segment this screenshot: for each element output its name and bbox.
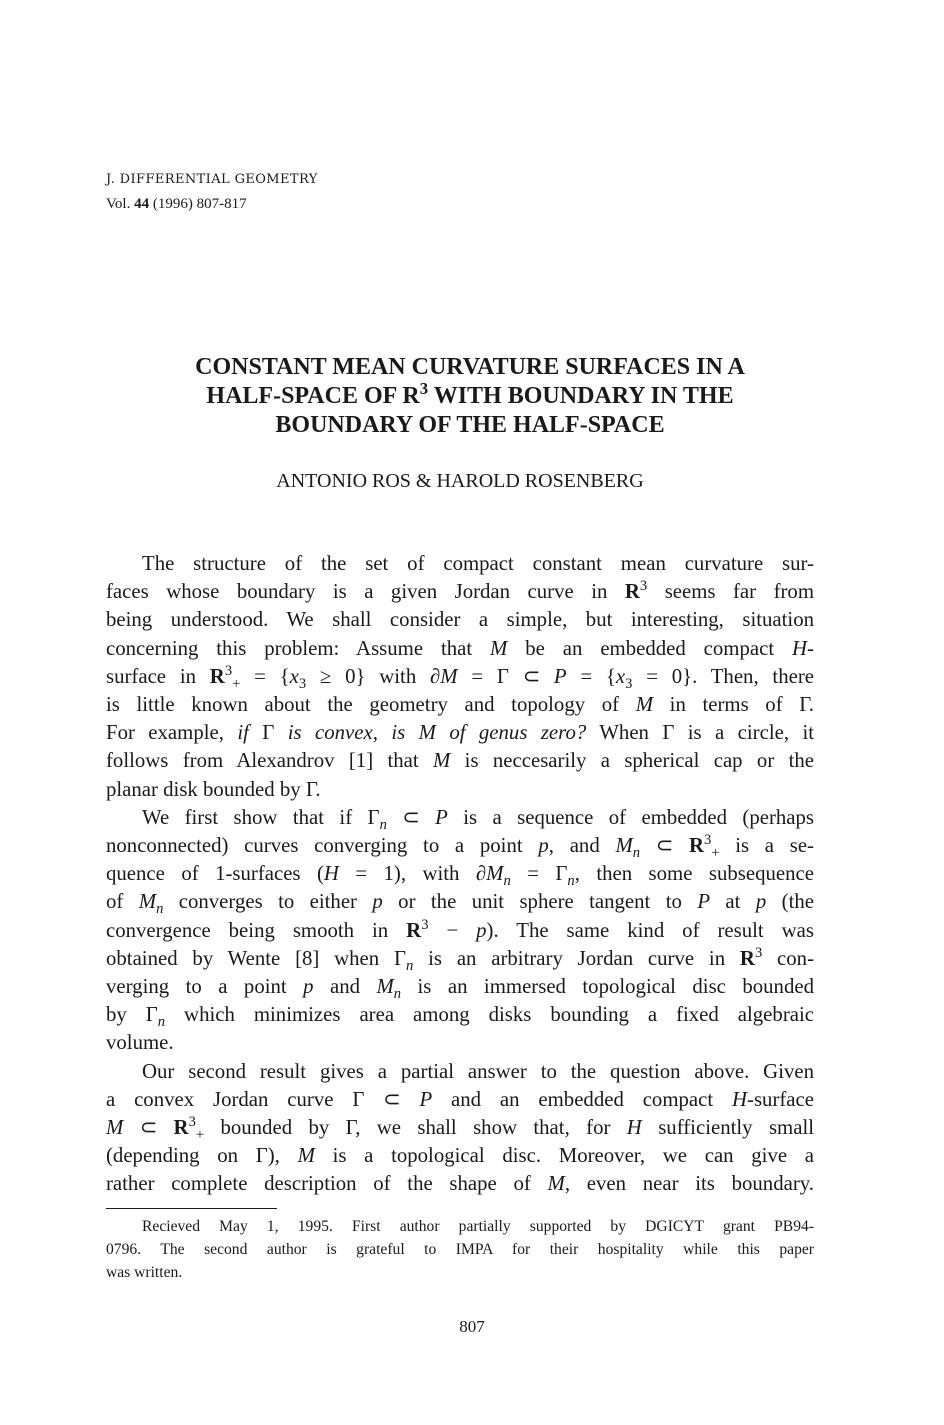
body-line: quence of 1-surfaces (H = 1), with $\partial M_n = \Gamma_n$, then some subsequence [106,862,814,890]
body-line: volume. [106,1031,174,1055]
body-line: convergence being smooth in $R^3 - p$). The same kind of result was [106,916,814,942]
footnote [106,1215,814,1284]
body-line: concerning this problem: Assume that M be an embedded compact H- [106,636,814,660]
body-line: surface in $R^3_+ = \{x_3 \ge 0\}$ with ∂M = Γ ⊂ $P = \{x_3 = 0\}$. Then, there [106,662,814,692]
body-line: For example, if Γ is convex, is M of genus zero? When Γ is a circle, it [106,721,815,745]
body-line: is little known about the geometry and topology of M in terms of Γ. [106,693,814,717]
body-line: faces whose boundary is a given Jordan curve in $R^3$ seems far from [106,578,814,604]
volume-years-pages: (1996) 807-817 [152,196,247,212]
page-number: 807 [459,1317,485,1336]
body-line: of $M_n$ converges to either p or the unit sphere tangent to P at p (the [106,890,814,918]
volume-info [106,196,247,213]
body-line: verging to a point p and $M_n$ is an immersed topological disc bounded [106,975,814,1003]
title-line-2: HALF-SPACE OF $R^3$ WITH BOUNDARY IN THE [206,379,734,409]
body-line: We first show that if $\Gamma_n$ ⊂ P is a sequence of embedded (perhaps [142,805,814,833]
body-line: (depending on Γ), M is a topological disc. Moreover, we can give a [106,1144,814,1168]
body-line: follows from Alexandrov [1] that M is neccesarily a spherical cap or the [106,749,814,773]
authors: ANTONIO ROS & HAROLD ROSENBERG [276,470,644,492]
body-line: Our second result gives a partial answer to the question above. Given [142,1059,814,1083]
title-line-3: BOUNDARY OF THE HALF-SPACE [275,412,665,438]
body-line: rather complete description of the shape of M, even near its boundary. [106,1172,815,1196]
footnote-rule [106,1208,277,1209]
journal-name: J. DIFFERENTIAL GEOMETRY [106,172,318,187]
body-line: by $\Gamma_n$ which minimizes area among disks bounding a fixed algebraic [106,1003,814,1031]
footnote-line-1: Recieved May 1, 1995. First author partially supported by DGICYT grant PB94- [142,1218,814,1235]
body-line: a convex Jordan curve Γ ⊂ P and an embedded compact H-surface [106,1087,814,1111]
volume-prefix: Vol. [106,196,131,212]
body-text [106,550,814,1199]
footnote-line-2: 0796. The second author is grateful to IMPA for their hospitality while this paper [106,1241,814,1258]
body-line: obtained by Wente [8] when $\Gamma_n$ is an arbitrary Jordan curve in $R^3$ con- [106,944,815,974]
footnote-line-3: was written. [106,1264,183,1281]
body-line: being understood. We shall consider a simple, but interesting, situation [106,608,814,632]
body-line: nonconnected) curves converging to a point p, and $M_n$ ⊂ $R^3_+$ is a se- [106,832,814,862]
title-line-1: CONSTANT MEAN CURVATURE SURFACES IN A [195,354,745,380]
volume-number: 44 [134,196,150,212]
paper-title [80,353,860,440]
body-line: M ⊂ $R^3_+$ bounded by Γ, we shall show that, for H sufficiently small [106,1114,815,1144]
body-line: planar disk bounded by Γ. [106,777,321,801]
body-line: The structure of the set of compact constant mean curvature sur- [142,552,814,575]
